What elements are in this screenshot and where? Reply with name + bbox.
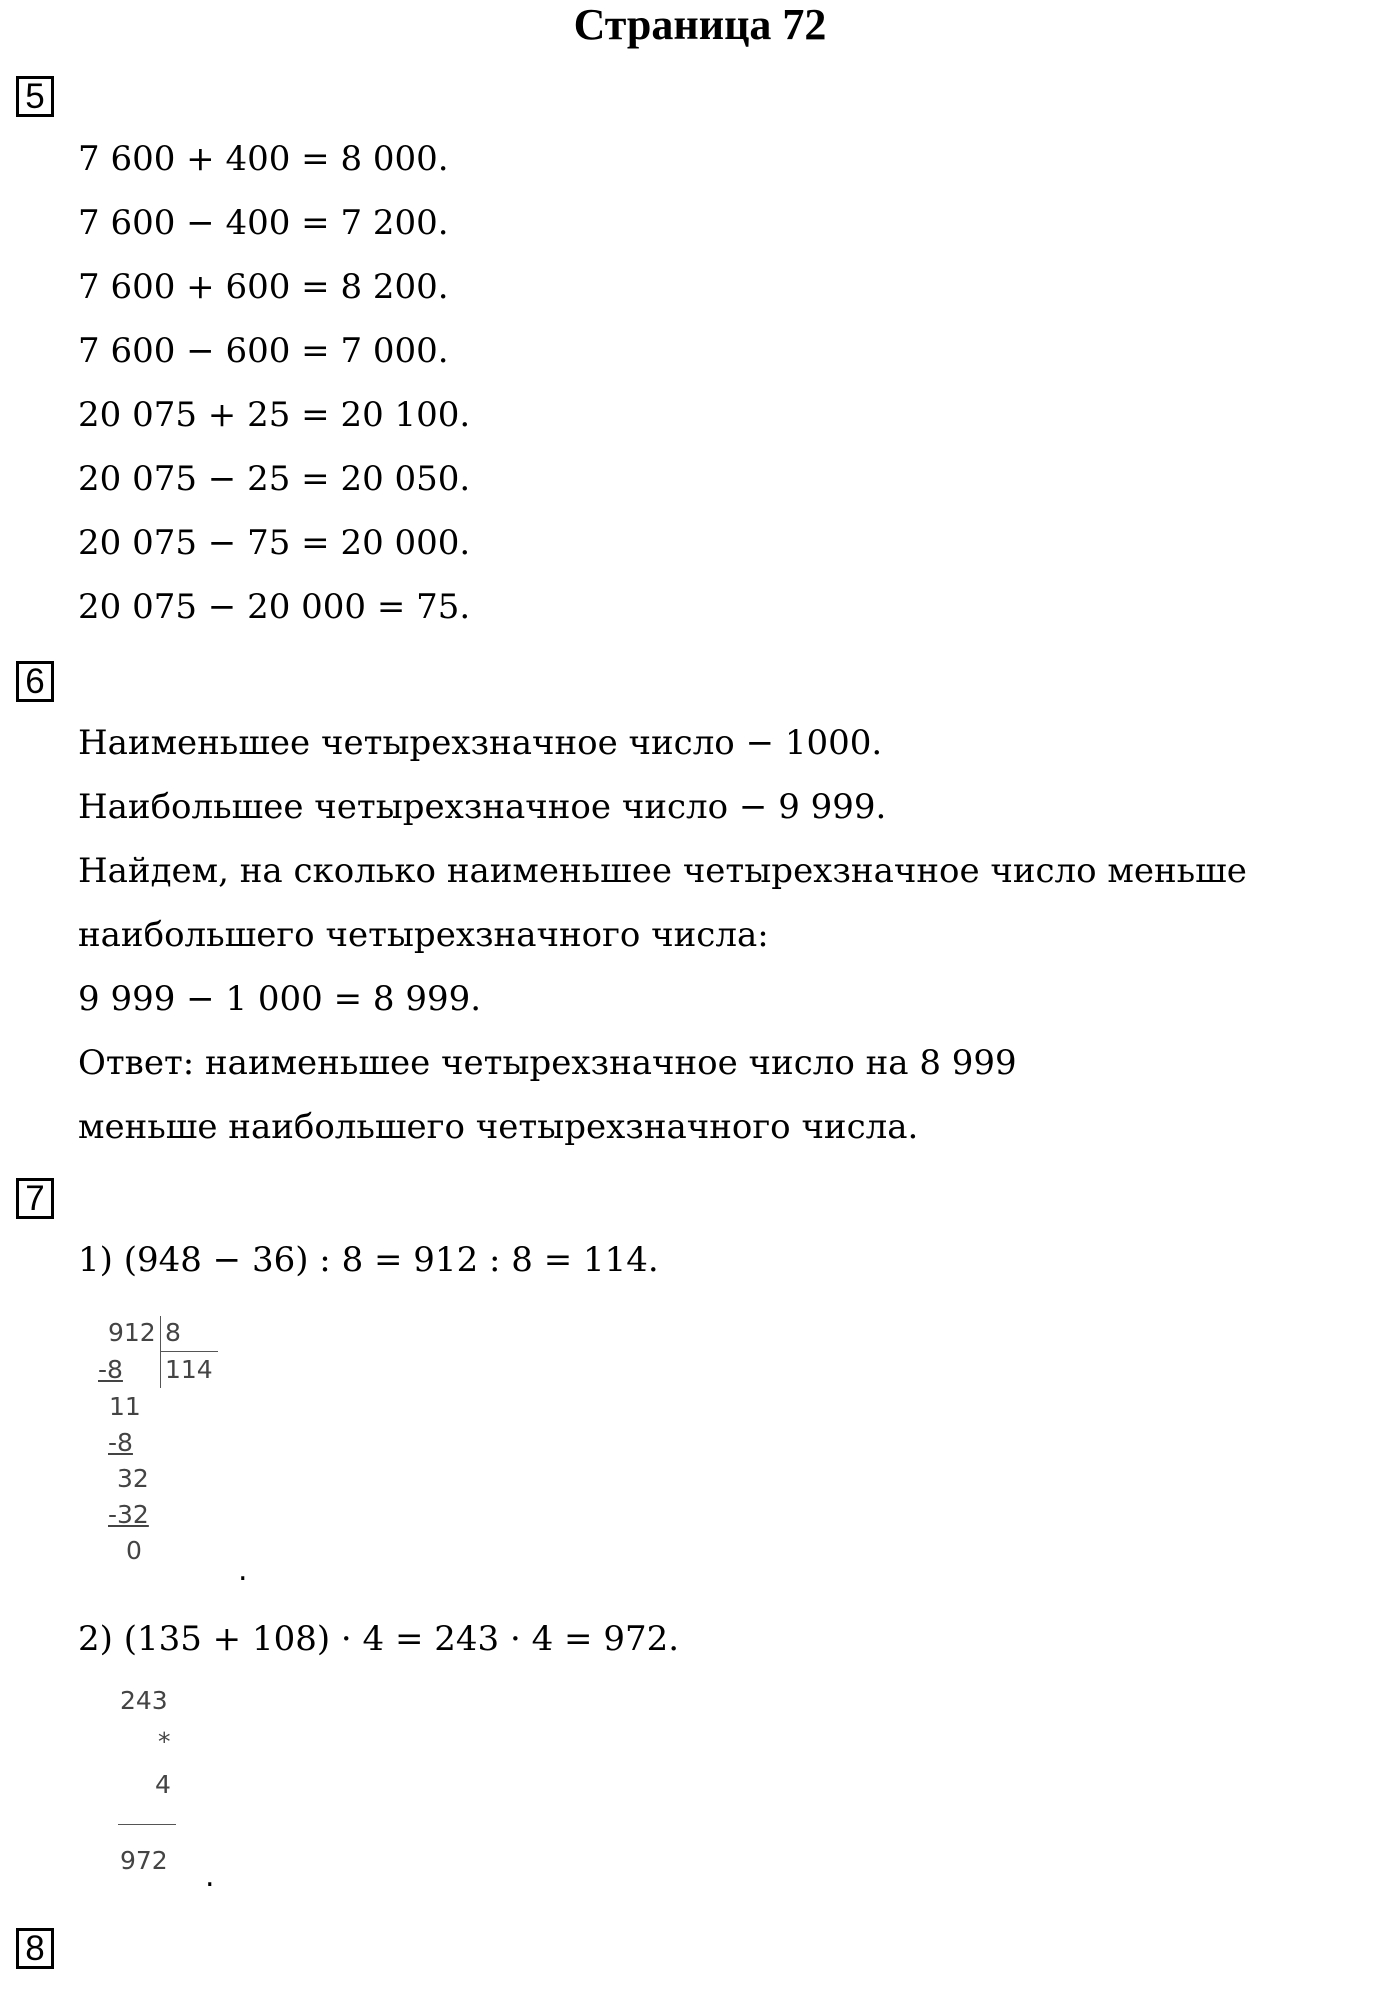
division-divisor: 8	[165, 1318, 181, 1347]
multiplication-factor: 4	[155, 1770, 171, 1799]
task-number-8: 8	[16, 1928, 54, 1969]
page-title: Страница 72	[573, 0, 827, 49]
task6-line-1: Наименьшее четырехзначное число − 1000.	[78, 723, 883, 763]
task5-line-1: 7 600 + 400 = 8 000.	[78, 139, 449, 179]
division-vertical-line	[160, 1316, 161, 1388]
task7-line-2: 2) (135 + 108) · 4 = 243 · 4 = 972.	[78, 1619, 680, 1659]
task5-line-2: 7 600 − 400 = 7 200.	[78, 203, 449, 243]
multiplication-sign: *	[158, 1727, 171, 1756]
division-step-1: -8	[98, 1355, 123, 1384]
task5-line-7: 20 075 − 75 = 20 000.	[78, 523, 471, 563]
division-step-4: 32	[117, 1464, 149, 1493]
task6-line-4: наибольшего четырехзначного числа:	[78, 915, 769, 955]
task7-line-1: 1) (948 − 36) : 8 = 912 : 8 = 114.	[78, 1240, 659, 1280]
task5-line-5: 20 075 + 25 = 20 100.	[78, 395, 471, 435]
task6-line-5: 9 999 − 1 000 = 8 999.	[78, 979, 482, 1019]
task-number-6: 6	[16, 661, 54, 702]
division-horizontal-line	[160, 1351, 218, 1352]
task5-line-3: 7 600 + 600 = 8 200.	[78, 267, 449, 307]
division-dividend: 912	[108, 1318, 156, 1347]
division-end-dot: .	[238, 1553, 248, 1588]
task-number-7: 7	[16, 1178, 54, 1219]
division-step-2: 11	[109, 1392, 141, 1421]
task6-line-2: Наибольшее четырехзначное число − 9 999.	[78, 787, 887, 827]
multiplication-result: 972	[120, 1846, 168, 1875]
division-quotient: 114	[165, 1355, 213, 1384]
task6-line-7: меньше наибольшего четырехзначного числа.	[78, 1107, 919, 1147]
division-step-5: -32	[108, 1500, 149, 1529]
task5-line-8: 20 075 − 20 000 = 75.	[78, 587, 471, 627]
task6-line-3: Найдем, на сколько наименьшее четырехзначное число меньше	[78, 851, 1247, 891]
division-step-3: -8	[108, 1428, 133, 1457]
task6-line-6: Ответ: наименьшее четырехзначное число на 8 999	[78, 1043, 1017, 1083]
division-step-6: 0	[126, 1536, 142, 1565]
multiplication-end-dot: .	[205, 1859, 215, 1894]
multiplication-top: 243	[120, 1686, 168, 1715]
task5-line-6: 20 075 − 25 = 20 050.	[78, 459, 471, 499]
multiplication-line	[118, 1824, 176, 1825]
task5-line-4: 7 600 − 600 = 7 000.	[78, 331, 449, 371]
task-number-5: 5	[16, 76, 54, 117]
